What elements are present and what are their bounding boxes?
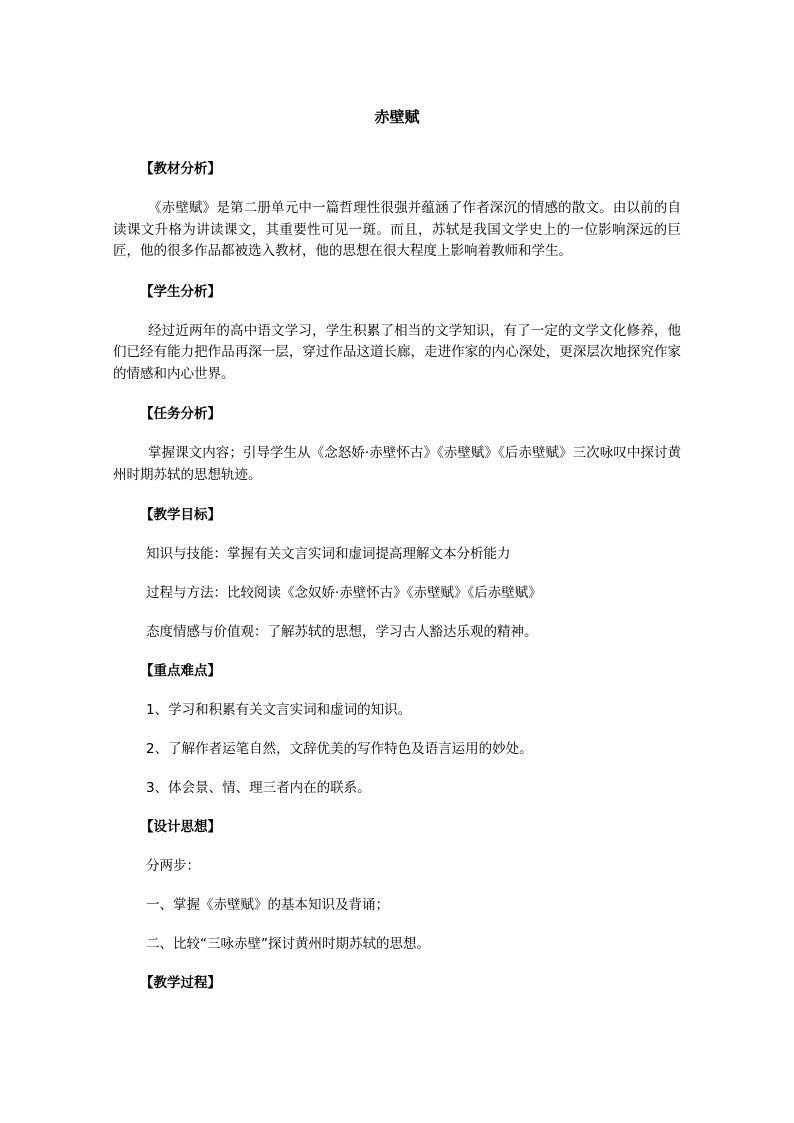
heading-teaching-goals: 【教学目标】: [140, 507, 221, 523]
paragraph-material-analysis: 《赤壁赋》是第二册单元中一篇哲理性很强并蕴涵了作者深沉的情感的散文。由以前的自读课文升格为讲读课文，其重要性可见一斑。而且，苏轼是我国文学史上的一位影响深远的巨匠，他的很多作品都被选入教材，他的思想在很大程度上影响着教师和学生。: [113, 200, 681, 259]
design-step-2: 二、比较“三咏赤壁”探讨黄州时期苏轼的思想。: [146, 936, 430, 952]
goal-knowledge-skills: 知识与技能：掌握有关文言实词和虚词提高理解文本分析能力: [146, 546, 511, 562]
heading-student-analysis: 【学生分析】: [140, 283, 221, 300]
heading-material-analysis: 【教材分析】: [140, 161, 221, 177]
goal-attitude-values: 态度情感与价值观：了解苏轼的思想，学习古人豁达乐观的精神。: [146, 624, 538, 640]
heading-design-ideas: 【设计思想】: [140, 819, 221, 835]
design-step-1: 一、掌握《赤壁赋》的基本知识及背诵；: [146, 897, 389, 913]
paragraph-student-analysis: 经过近两年的高中语文学习，学生积累了相当的文学知识，有了一定的文学文化修养，他们已经有能力把作品再深一层，穿过作品这道长廊，走进作家的内心深处，更深层次地探究作家的情感和内心世界。: [113, 322, 681, 382]
goal-process-method: 过程与方法：比较阅读《念奴娇·赤壁怀古》《赤壁赋》《后赤壁赋》: [146, 585, 542, 601]
heading-task-analysis: 【任务分析】: [140, 406, 221, 422]
page-title: 赤壁赋: [374, 108, 420, 126]
heading-teaching-process: 【教学过程】: [140, 975, 221, 991]
document-page: [113, 106, 681, 1012]
key-point-2: 2、了解作者运笔自然，文辞优美的写作特色及语言运用的妙处。: [146, 741, 533, 757]
design-intro: 分两步：: [146, 858, 200, 874]
key-point-3: 3、体会景、情、理三者内在的联系。: [146, 780, 371, 796]
heading-key-difficult-points: 【重点难点】: [140, 663, 221, 679]
paragraph-task-analysis: 掌握课文内容；引导学生从《念怒娇·赤壁怀古》《赤壁赋》《后赤壁赋》三次咏叹中探讨黄州时期苏轼的思想轨迹。: [113, 445, 681, 483]
key-point-1: 1、学习和积累有关文言实词和虚词的知识。: [146, 702, 412, 718]
